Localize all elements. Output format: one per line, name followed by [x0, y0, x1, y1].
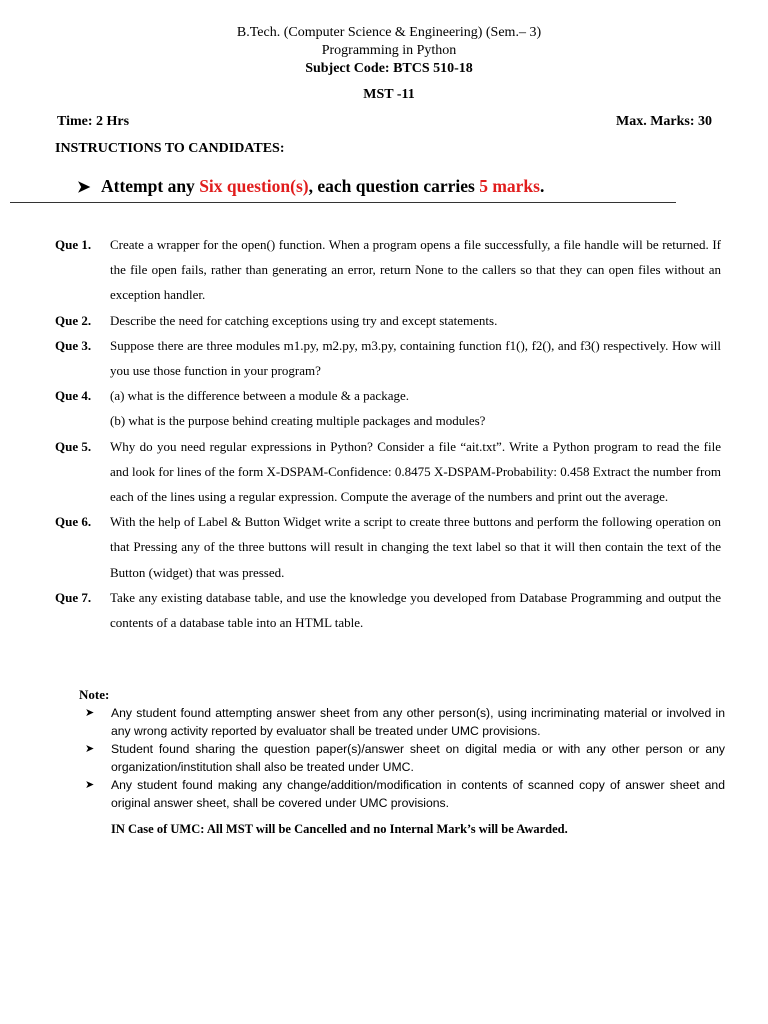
question-1: [55, 232, 721, 308]
umc-warning: IN Case of UMC: All MST will be Cancelled and no Internal Mark’s will be Awarded.: [111, 822, 568, 836]
question-text: Why do you need regular expressions in Python? Consider a file “ait.txt”. Write a Python program to read the file and look for lines of the form X-DSPAM-Confidence: 0.8475 X-DSPAM-Probability: 0.458 Extract the number from each of the lines using a regular expression. Compute the average of the numbers and print out the average.: [110, 438, 721, 505]
subject-code-line: Subject Code: BTCS 510-18: [305, 61, 473, 76]
divider-line: [10, 202, 676, 203]
note-heading: Note:: [79, 687, 110, 702]
question-text: Create a wrapper for the open() function. When a program opens a file successfully, a file handle will be returned. If the file open fails, rather than generating an error, return None to the callers so that they can open files without an exception handler.: [110, 237, 721, 303]
arrowhead-bullet-icon: ➤: [85, 778, 95, 791]
question-4: [55, 383, 721, 433]
subject-line: Programming in Python: [321, 43, 457, 58]
instructions-heading: INSTRUCTIONS TO CANDIDATES:: [55, 141, 285, 156]
question-number: Que 4.: [55, 388, 92, 404]
note-item: [85, 704, 725, 740]
question-number: Que 6.: [55, 514, 92, 530]
question-text: Suppose there are three modules m1.py, m2.py, m3.py, containing function f1(), f2(), and f3() respectively. How will you use those function in your program?: [110, 337, 721, 379]
question-text: With the help of Label & Button Widget write a script to create three buttons and perform the following operation on that Pressing any of the three buttons will result in changing the text label so that it will then contain the text of the Button (widget) that was pressed.: [110, 514, 721, 580]
max-marks: Max. Marks: 30: [616, 114, 713, 129]
exam-title: MST -11: [363, 87, 415, 102]
note-item-text: Student found sharing the question paper(s)/answer sheet on digital media or with any other person or any organization/institution shall also be treated under UMC.: [111, 742, 725, 774]
note-list: [85, 704, 725, 812]
note-item: [85, 740, 725, 776]
attempt-questions: Six question(s): [199, 176, 309, 196]
question-7: [55, 585, 721, 635]
question-2: [55, 308, 721, 333]
attempt-prefix: Attempt any: [101, 176, 200, 196]
question-text-part-b: (b) what is the purpose behind creating multiple packages and modules?: [110, 413, 486, 429]
note-item-text: Any student found attempting answer sheet from any other person(s), using incriminating material or involved in any wrong activity reported by evaluator shall be treated under UMC provisions.: [111, 706, 725, 738]
arrowhead-bullet-icon: ➤: [77, 179, 91, 196]
question-list: [55, 232, 721, 635]
question-number: Que 3.: [55, 337, 92, 353]
question-5: [55, 434, 721, 510]
attempt-suffix: .: [539, 176, 545, 196]
note-item: [85, 776, 725, 812]
arrowhead-bullet-icon: ➤: [85, 742, 95, 755]
question-number: Que 1.: [55, 237, 92, 252]
question-number: Que 7.: [55, 589, 92, 605]
degree-line: B.Tech. (Computer Science & Engineering) (Sem.– 3): [236, 25, 542, 40]
question-text-part-a: (a) what is the difference between a module & a package.: [110, 388, 409, 404]
time-allowed: Time: 2 Hrs: [57, 114, 130, 129]
note-item-text: Any student found making any change/addition/modification in contents of scanned copy of answer sheet and original answer sheet, shall be covered under UMC provisions.: [111, 778, 725, 810]
attempt-instruction: [77, 176, 544, 197]
question-text: Take any existing database table, and use the knowledge you developed from Database Programming and output the contents of a database table into an HTML table.: [110, 589, 721, 631]
question-number: Que 5.: [55, 438, 92, 454]
question-3: [55, 333, 721, 383]
question-number: Que 2.: [55, 312, 92, 328]
question-6: [55, 509, 721, 585]
question-text: Describe the need for catching exceptions using try and except statements.: [110, 312, 498, 328]
attempt-marks: 5 marks: [479, 176, 540, 196]
arrowhead-bullet-icon: ➤: [85, 706, 95, 719]
attempt-middle: , each question carries: [308, 176, 480, 196]
